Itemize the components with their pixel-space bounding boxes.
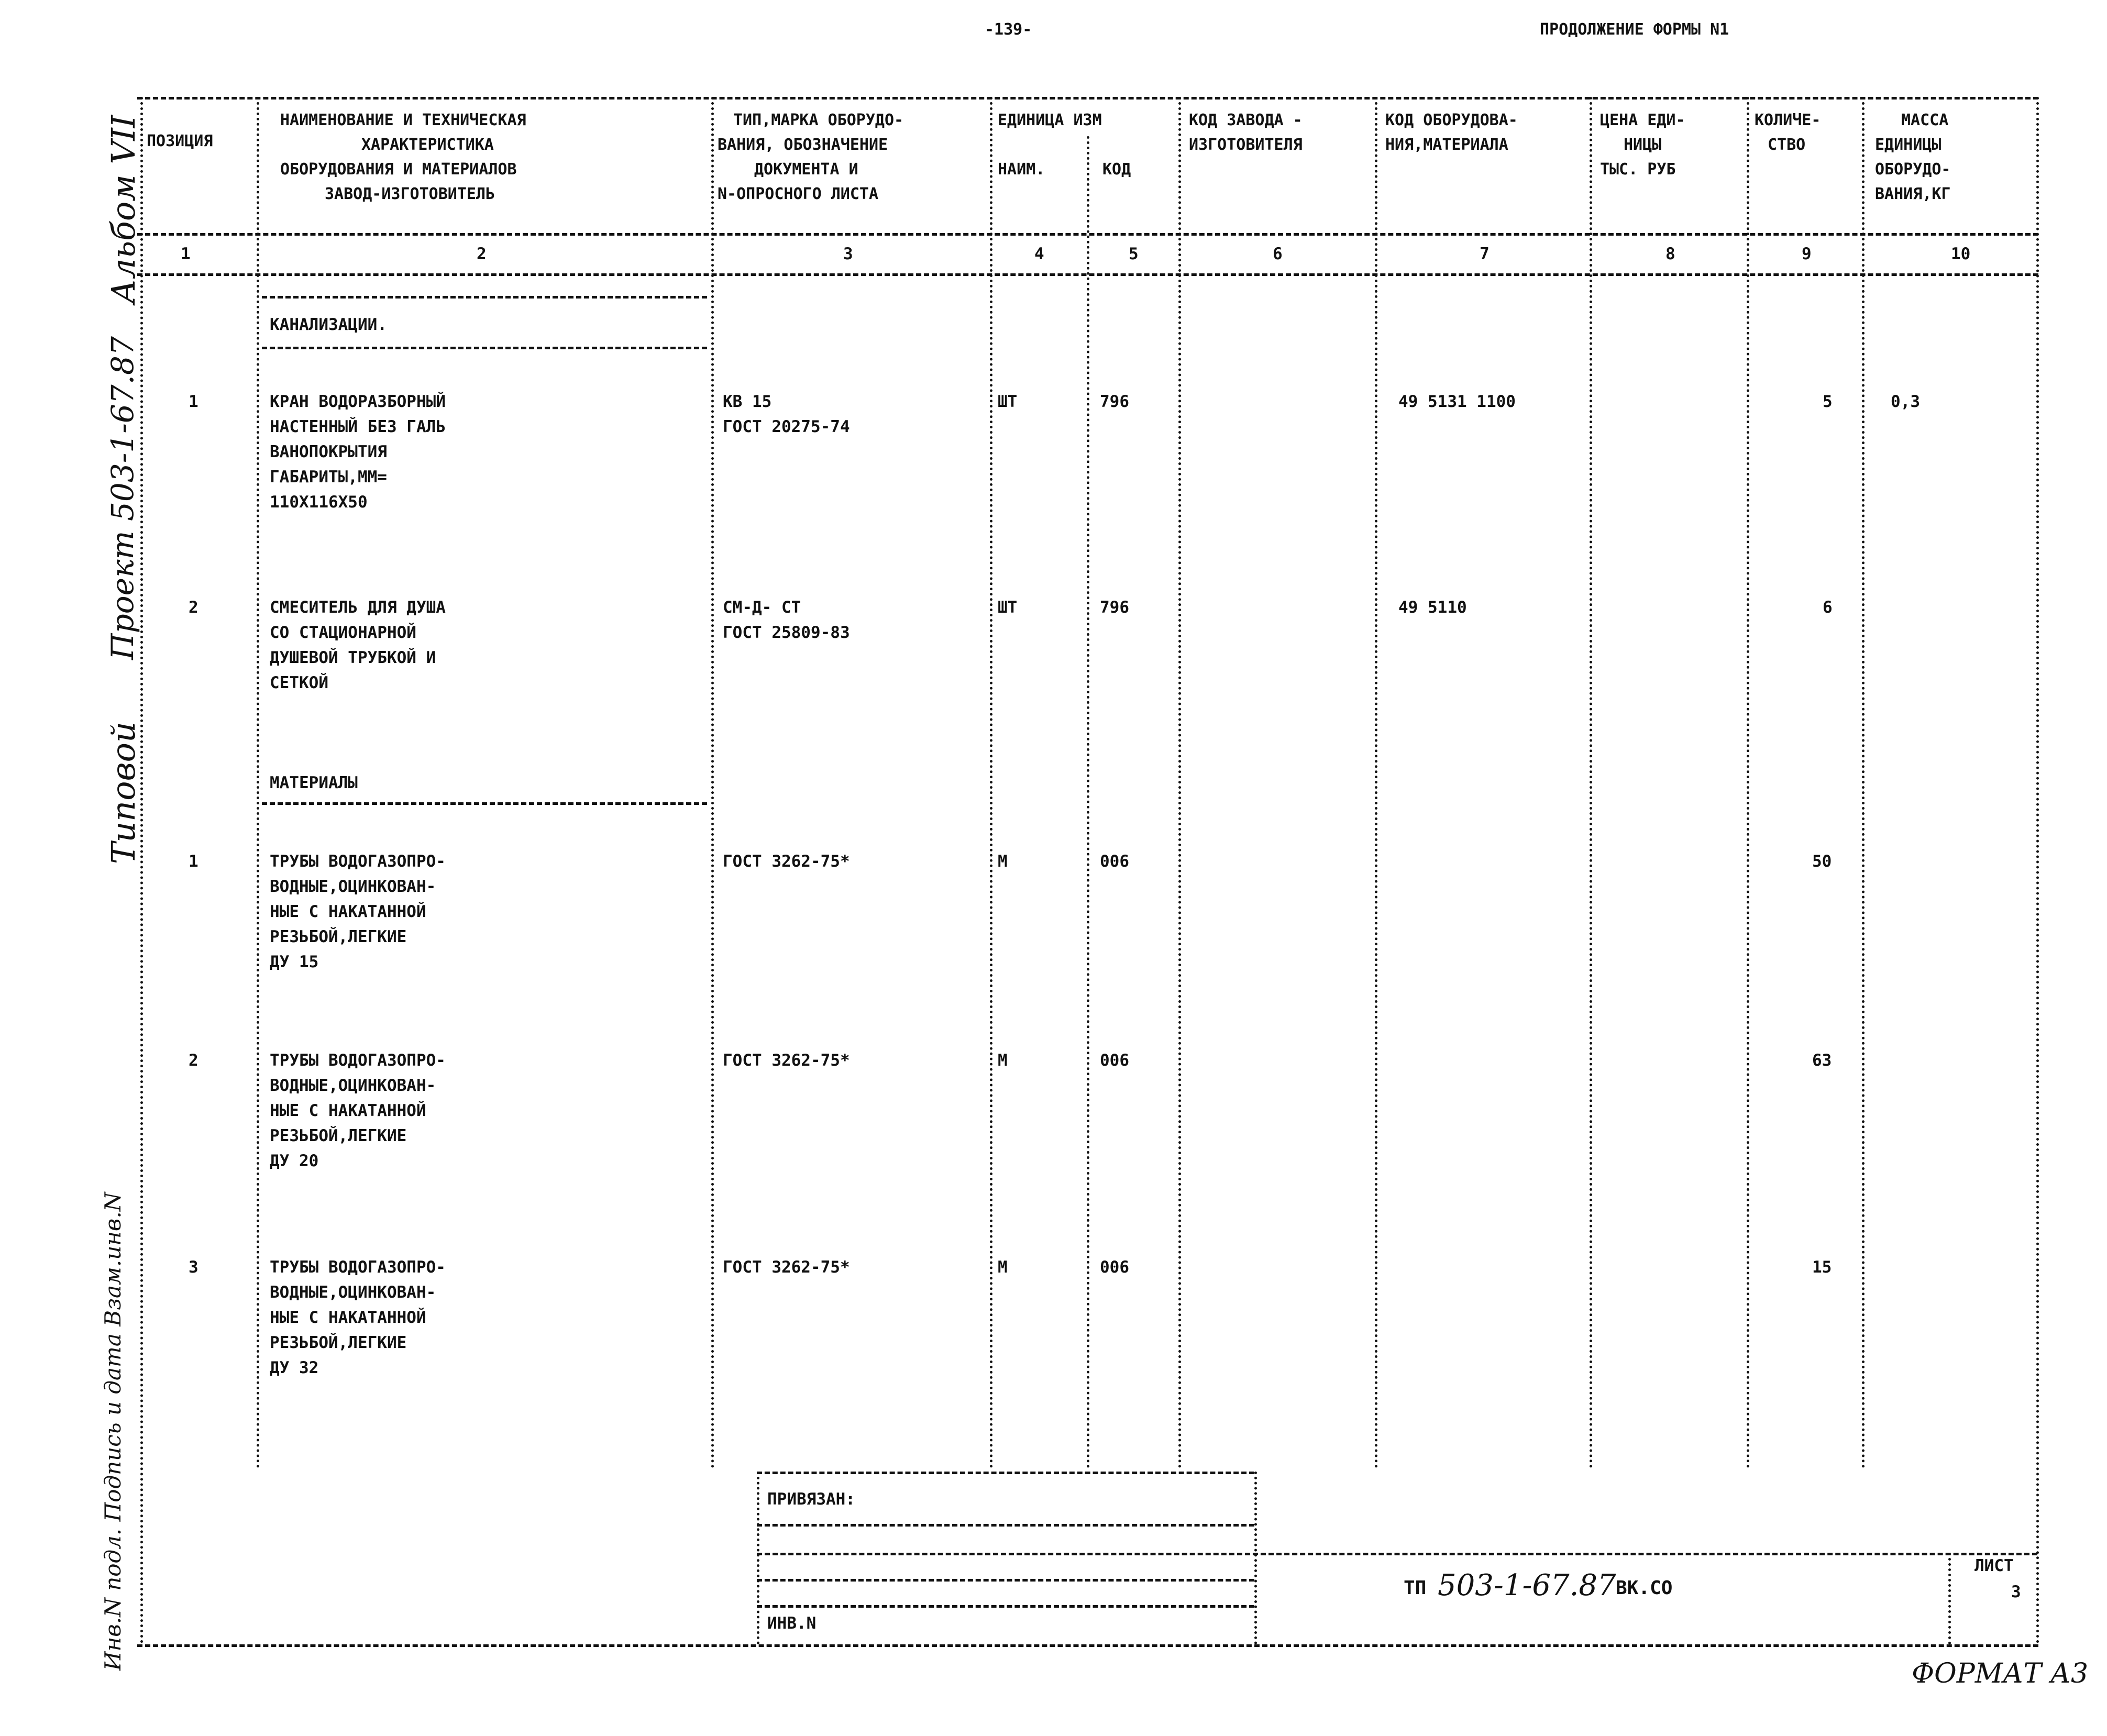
header-factory-code-line2: ИЗГОТОВИТЕЛЯ <box>1189 136 1303 154</box>
header-mass-line4: ВАНИЯ,КГ <box>1875 185 1951 203</box>
form-title: ПРОДОЛЖЕНИЕ ФОРМЫ N1 <box>1540 20 1729 39</box>
format-label: ФОРМАТ А3 <box>1912 1658 2089 1689</box>
row-type-line: ГОСТ 3262-75* <box>723 1258 850 1277</box>
header-position: ПОЗИЦИЯ <box>147 132 213 150</box>
row-name-line: ГАБАРИТЫ,ММ= <box>270 468 387 486</box>
row-equipment-code: 49 5131 1100 <box>1398 392 1516 411</box>
col-rule-4 <box>1087 136 1089 1469</box>
row-name-line: ТРУБЫ ВОДОГАЗОПРО- <box>270 852 446 871</box>
header-unit-code: КОД <box>1102 160 1131 179</box>
column-number: 2 <box>477 245 487 263</box>
stamp-privyazan: ПРИВЯЗАН: <box>767 1490 855 1509</box>
row-quantity: 63 <box>1812 1051 1832 1070</box>
column-number: 7 <box>1480 245 1490 263</box>
rule-page-bottom <box>137 1644 2038 1647</box>
row-name-line: НЫЕ С НАКАТАННОЙ <box>270 1101 426 1120</box>
column-number: 8 <box>1665 245 1675 263</box>
row-name-line: РЕЗЬБОЙ,ЛЕГКИЕ <box>270 927 407 946</box>
stamp-rule-v3 <box>1948 1553 1951 1644</box>
column-number: 10 <box>1951 245 1971 263</box>
row-position: 3 <box>189 1258 198 1277</box>
column-number: 1 <box>181 245 191 263</box>
column-number: 5 <box>1129 245 1139 263</box>
materials-heading: МАТЕРИАЛЫ <box>270 773 358 792</box>
row-unit-code: 006 <box>1100 852 1129 871</box>
stamp-doc-suffix: ВК.СО <box>1616 1577 1673 1599</box>
row-name-line: ВОДНЫЕ,ОЦИНКОВАН- <box>270 877 436 896</box>
header-type-line1: ТИП,МАРКА ОБОРУДО- <box>733 111 904 129</box>
header-name-line1: НАИМЕНОВАНИЕ И ТЕХНИЧЕСКАЯ <box>280 111 526 129</box>
margin-project-label: Проект 503-1-67.87 <box>105 336 140 660</box>
col-rule-1 <box>257 97 259 1469</box>
row-name-line: ВОДНЫЕ,ОЦИНКОВАН- <box>270 1076 436 1095</box>
margin-album-label: Альбом VII <box>104 115 142 304</box>
header-equipment-code-line2: НИЯ,МАТЕРИАЛА <box>1385 136 1508 154</box>
row-unit-code: 796 <box>1100 392 1129 411</box>
section-heading: КАНАЛИЗАЦИИ. <box>270 315 387 334</box>
rule-top <box>137 97 2038 99</box>
row-name-line: ВАНОПОКРЫТИЯ <box>270 443 387 461</box>
col-rule-10 <box>2036 97 2039 1644</box>
stamp-sheet-label: ЛИСТ <box>1974 1556 2014 1575</box>
col-rule-0 <box>140 97 143 1644</box>
header-name-line4: ЗАВОД-ИЗГОТОВИТЕЛЬ <box>325 185 495 203</box>
row-name-line: СМЕСИТЕЛЬ ДЛЯ ДУША <box>270 598 446 617</box>
stamp-rule-v2 <box>1254 1472 1257 1644</box>
row-quantity: 50 <box>1812 852 1832 871</box>
row-mass: 0,3 <box>1891 392 1920 411</box>
col-rule-9 <box>1862 97 1865 1469</box>
row-name-line: ТРУБЫ ВОДОГАЗОПРО- <box>270 1258 446 1277</box>
header-price-line3: ТЫС. РУБ <box>1600 160 1676 179</box>
row-type-line: СМ-Д- СТ <box>723 598 801 617</box>
col-rule-3 <box>990 97 992 1469</box>
header-quantity-line2: СТВО <box>1768 136 1806 154</box>
margin-typical-label: Типовой <box>104 722 142 864</box>
stamp-sheet-number: 3 <box>2011 1583 2021 1601</box>
rule-section-bottom <box>262 347 707 349</box>
header-name-line3: ОБОРУДОВАНИЯ И МАТЕРИАЛОВ <box>280 160 517 179</box>
row-name-line: СЕТКОЙ <box>270 673 328 692</box>
row-quantity: 5 <box>1823 392 1833 411</box>
stamp-inventory-number: ИНВ.N <box>767 1614 817 1633</box>
stamp-doc-number: 503-1-67.87 <box>1438 1568 1616 1602</box>
row-position: 1 <box>189 392 198 411</box>
stamp-rule-2 <box>757 1524 1254 1527</box>
row-name-line: НАСТЕННЫЙ БЕЗ ГАЛЬ <box>270 417 446 436</box>
row-name-line: РЕЗЬБОЙ,ЛЕГКИЕ <box>270 1126 407 1145</box>
row-name-line: КРАН ВОДОРАЗБОРНЫЙ <box>270 392 446 411</box>
column-number: 4 <box>1034 245 1044 263</box>
col-rule-5 <box>1178 97 1181 1469</box>
stamp-rule-5 <box>757 1605 1254 1608</box>
stamp-rule-3 <box>757 1553 2037 1555</box>
col-rule-7 <box>1590 97 1592 1469</box>
col-rule-8 <box>1747 97 1749 1469</box>
stamp-doc-prefix: ТП <box>1404 1577 1427 1599</box>
stamp-rule-1 <box>757 1472 1254 1474</box>
row-position: 2 <box>189 598 198 617</box>
stamp-rule-4 <box>757 1579 1254 1582</box>
header-equipment-code-line1: КОД ОБОРУДОВА- <box>1385 111 1518 129</box>
row-equipment-code: 49 5110 <box>1398 598 1467 617</box>
row-name-line: ДУШЕВОЙ ТРУБКОЙ И <box>270 648 436 667</box>
stamp-rule-v1 <box>757 1472 759 1644</box>
column-number: 9 <box>1802 245 1812 263</box>
row-unit-code: 006 <box>1100 1051 1129 1070</box>
header-unit-name: НАИМ. <box>998 160 1045 179</box>
header-name-line2: ХАРАКТЕРИСТИКА <box>361 136 494 154</box>
row-type-line: ГОСТ 3262-75* <box>723 1051 850 1070</box>
row-unit: М <box>998 1258 1008 1277</box>
header-price-line1: ЦЕНА ЕДИ- <box>1600 111 1685 129</box>
row-position: 2 <box>189 1051 198 1070</box>
header-mass-line1: МАССА <box>1901 111 1949 129</box>
page-number: -139- <box>985 20 1032 39</box>
header-type-line2: ВАНИЯ, ОБОЗНАЧЕНИЕ <box>718 136 888 154</box>
header-type-line3: ДОКУМЕНТА И <box>754 160 858 179</box>
row-name-line: ДУ 15 <box>270 953 319 971</box>
row-unit-code: 796 <box>1100 598 1129 617</box>
row-name-line: НЫЕ С НАКАТАННОЙ <box>270 1308 426 1327</box>
margin-stamp-labels: Инв.N подл. Подпись и дата Взам.инв.N <box>100 1192 126 1671</box>
header-factory-code-line1: КОД ЗАВОДА - <box>1189 111 1303 129</box>
row-name-line: ТРУБЫ ВОДОГАЗОПРО- <box>270 1051 446 1070</box>
col-rule-6 <box>1375 97 1377 1469</box>
row-unit: ШТ <box>998 598 1018 617</box>
column-number: 3 <box>843 245 853 263</box>
row-name-line: РЕЗЬБОЙ,ЛЕГКИЕ <box>270 1333 407 1352</box>
row-name-line: ДУ 32 <box>270 1358 319 1377</box>
row-name-line: 110Х116Х50 <box>270 493 368 512</box>
row-quantity: 15 <box>1812 1258 1832 1277</box>
header-price-line2: НИЦЫ <box>1624 136 1662 154</box>
row-name-line: ДУ 20 <box>270 1152 319 1170</box>
header-quantity-line1: КОЛИЧЕ- <box>1755 111 1821 129</box>
row-type-line: ГОСТ 20275-74 <box>723 417 850 436</box>
header-mass-line2: ЕДИНИЦЫ <box>1875 136 1941 154</box>
rule-materials-bottom <box>262 802 707 805</box>
header-mass-line3: ОБОРУДО- <box>1875 160 1951 179</box>
row-type-line: КВ 15 <box>723 392 772 411</box>
row-unit-code: 006 <box>1100 1258 1129 1277</box>
row-type-line: ГОСТ 25809-83 <box>723 623 850 642</box>
row-position: 1 <box>189 852 198 871</box>
rule-section-top <box>262 296 707 298</box>
col-rule-2 <box>711 97 714 1469</box>
row-name-line: ВОДНЫЕ,ОЦИНКОВАН- <box>270 1283 436 1302</box>
row-unit: М <box>998 1051 1008 1070</box>
column-number: 6 <box>1273 245 1283 263</box>
row-name-line: СО СТАЦИОНАРНОЙ <box>270 623 416 642</box>
row-name-line: НЫЕ С НАКАТАННОЙ <box>270 902 426 921</box>
row-unit: ШТ <box>998 392 1018 411</box>
row-type-line: ГОСТ 3262-75* <box>723 852 850 871</box>
header-unit-group: ЕДИНИЦА ИЗМ <box>998 111 1102 129</box>
row-unit: М <box>998 852 1008 871</box>
row-quantity: 6 <box>1823 598 1833 617</box>
header-type-line4: N-ОПРОСНОГО ЛИСТА <box>718 185 879 203</box>
